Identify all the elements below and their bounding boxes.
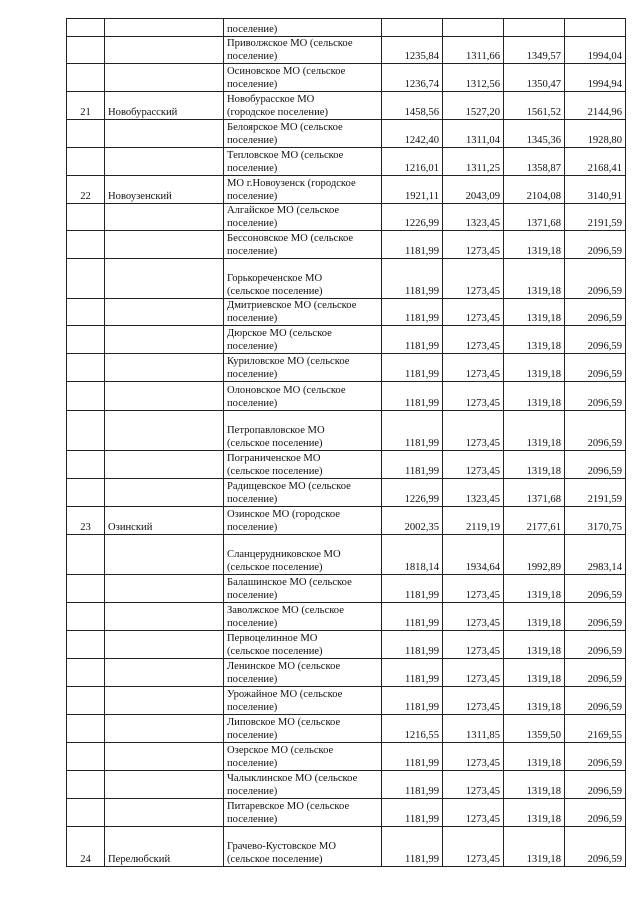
- municipality-name: [224, 535, 382, 575]
- district-name: [105, 603, 224, 631]
- municipality-name: [224, 231, 382, 259]
- tariff-value: 2096,59: [565, 659, 626, 687]
- tariff-value: 1273,45: [443, 687, 504, 715]
- table-body: [67, 19, 626, 867]
- tariff-value: 1311,25: [443, 148, 504, 176]
- tariff-value: 2096,59: [565, 743, 626, 771]
- tariff-value: 1273,45: [443, 799, 504, 827]
- tariff-value: 1273,45: [443, 231, 504, 259]
- municipality-name-line: Алгайское МО (сельское: [227, 205, 340, 216]
- tariff-value: 2168,41: [565, 148, 626, 176]
- tariff-value: 1273,45: [443, 659, 504, 687]
- tariff-value: 1319,18: [504, 659, 565, 687]
- municipality-name-line: (сельское поселение): [227, 562, 323, 573]
- municipality-name: [224, 64, 382, 92]
- tariff-value: 1319,18: [504, 799, 565, 827]
- table-row: [67, 451, 626, 479]
- municipality-name: [224, 687, 382, 715]
- tariff-value: 2096,59: [565, 231, 626, 259]
- municipality-name-line: поселение): [227, 730, 278, 741]
- municipality-name-line: Дмитриевское МО (сельское: [227, 300, 357, 311]
- municipality-name: [224, 148, 382, 176]
- municipality-name-line: Горькореченское МО: [227, 273, 323, 284]
- district-name: [105, 659, 224, 687]
- table-row: [67, 299, 626, 326]
- tariff-value: 1181,99: [382, 259, 443, 299]
- municipality-name-line: Ленинское МО (сельское: [227, 661, 341, 672]
- municipality-name-line: Грачево-Кустовское МО: [227, 841, 336, 852]
- municipality-name: [224, 259, 382, 299]
- tariff-value: 2096,59: [565, 827, 626, 867]
- municipality-name: [224, 411, 382, 451]
- municipality-name: [224, 204, 382, 231]
- district-name: [105, 743, 224, 771]
- tariff-value: 2191,59: [565, 479, 626, 507]
- municipality-name: [224, 659, 382, 687]
- tariff-value: 1216,01: [382, 148, 443, 176]
- district-name: [105, 535, 224, 575]
- municipality-name-line: поселение): [227, 313, 278, 324]
- tariff-value: 1273,45: [443, 382, 504, 411]
- tariff-value: 2002,35: [382, 507, 443, 535]
- tariff-table: [66, 18, 626, 867]
- tariff-value: 1928,80: [565, 120, 626, 148]
- table-row: [67, 743, 626, 771]
- district-name: [105, 148, 224, 176]
- municipality-name-line: Осиновское МО (сельское: [227, 66, 346, 77]
- row-number: [67, 535, 105, 575]
- tariff-value: 1273,45: [443, 259, 504, 299]
- row-number: [67, 382, 105, 411]
- tariff-value: 1319,18: [504, 631, 565, 659]
- municipality-name: [224, 743, 382, 771]
- tariff-value: 1273,45: [443, 451, 504, 479]
- row-number: [67, 19, 105, 37]
- tariff-value: 1181,99: [382, 827, 443, 867]
- tariff-value: 2177,61: [504, 507, 565, 535]
- municipality-name-line: поселение): [227, 24, 278, 35]
- row-number: [67, 631, 105, 659]
- district-name: [105, 326, 224, 354]
- tariff-value: 1273,45: [443, 603, 504, 631]
- municipality-name-line: поселение): [227, 369, 278, 380]
- tariff-value: 2096,59: [565, 382, 626, 411]
- row-number: [67, 575, 105, 603]
- municipality-name-line: поселение): [227, 135, 278, 146]
- municipality-name-line: поселение): [227, 674, 278, 685]
- row-number: [67, 64, 105, 92]
- tariff-value: 1818,14: [382, 535, 443, 575]
- row-number: 24: [67, 827, 105, 867]
- table-row: [67, 631, 626, 659]
- tariff-value: 1181,99: [382, 231, 443, 259]
- municipality-name-line: Сланцерудниковское МО: [227, 549, 341, 560]
- tariff-value: 1273,45: [443, 743, 504, 771]
- municipality-name-line: [227, 259, 378, 272]
- tariff-value: 3170,75: [565, 507, 626, 535]
- table-row: [67, 771, 626, 799]
- row-number: [67, 659, 105, 687]
- municipality-name: [224, 799, 382, 827]
- table-row: [67, 231, 626, 259]
- row-number: [67, 37, 105, 64]
- table-row: [67, 659, 626, 687]
- tariff-value: [443, 19, 504, 37]
- row-number: [67, 411, 105, 451]
- tariff-value: 1319,18: [504, 603, 565, 631]
- tariff-value: 1311,85: [443, 715, 504, 743]
- municipality-name-line: Липовское МО (сельское: [227, 717, 341, 728]
- row-number: [67, 120, 105, 148]
- municipality-name-line: поселение): [227, 246, 278, 257]
- tariff-value: 1181,99: [382, 451, 443, 479]
- tariff-value: 1319,18: [504, 827, 565, 867]
- tariff-value: 1273,45: [443, 326, 504, 354]
- municipality-name-line: поселение): [227, 51, 278, 62]
- tariff-value: 2119,19: [443, 507, 504, 535]
- tariff-value: 1934,64: [443, 535, 504, 575]
- municipality-name: [224, 827, 382, 867]
- tariff-value: 1311,66: [443, 37, 504, 64]
- municipality-name-line: поселение): [227, 758, 278, 769]
- municipality-name-line: (сельское поселение): [227, 438, 323, 449]
- tariff-value: 2096,59: [565, 575, 626, 603]
- tariff-value: 1323,45: [443, 479, 504, 507]
- tariff-value: 1994,04: [565, 37, 626, 64]
- row-number: 22: [67, 176, 105, 204]
- municipality-name: [224, 603, 382, 631]
- row-number: 23: [67, 507, 105, 535]
- district-name: Новоузенский: [105, 176, 224, 204]
- municipality-name-line: Тепловское МО (сельское: [227, 150, 344, 161]
- tariff-value: 2191,59: [565, 204, 626, 231]
- municipality-name-line: Балашинское МО (сельское: [227, 577, 352, 588]
- tariff-value: 1319,18: [504, 299, 565, 326]
- row-number: [67, 687, 105, 715]
- tariff-value: 1181,99: [382, 603, 443, 631]
- tariff-value: 1319,18: [504, 411, 565, 451]
- tariff-value: 1216,55: [382, 715, 443, 743]
- row-number: [67, 479, 105, 507]
- tariff-value: 1319,18: [504, 382, 565, 411]
- tariff-value: 1561,52: [504, 92, 565, 120]
- municipality-name: [224, 120, 382, 148]
- tariff-value: 1312,56: [443, 64, 504, 92]
- municipality-name-line: поселение): [227, 702, 278, 713]
- table-row: [67, 354, 626, 382]
- municipality-name-line: МО г.Новоузенск (городское: [227, 178, 356, 189]
- district-name: Новобурасский: [105, 92, 224, 120]
- tariff-value: 1319,18: [504, 451, 565, 479]
- tariff-value: 1273,45: [443, 411, 504, 451]
- tariff-value: 1358,87: [504, 148, 565, 176]
- district-name: [105, 231, 224, 259]
- district-name: [105, 687, 224, 715]
- row-number: [67, 799, 105, 827]
- tariff-value: 1181,99: [382, 631, 443, 659]
- tariff-value: 2043,09: [443, 176, 504, 204]
- municipality-name-line: поселение): [227, 786, 278, 797]
- table-row: [67, 176, 626, 204]
- tariff-value: 2169,55: [565, 715, 626, 743]
- municipality-name-line: Белоярское МО (сельское: [227, 122, 343, 133]
- tariff-value: 2096,59: [565, 771, 626, 799]
- district-name: [105, 259, 224, 299]
- table-row: [67, 148, 626, 176]
- tariff-value: 1181,99: [382, 382, 443, 411]
- table-row: [67, 326, 626, 354]
- municipality-name: [224, 771, 382, 799]
- municipality-name-line: поселение): [227, 218, 278, 229]
- district-name: [105, 799, 224, 827]
- table-row: [67, 603, 626, 631]
- district-name: [105, 451, 224, 479]
- municipality-name-line: Бессоновское МО (сельское: [227, 233, 354, 244]
- tariff-value: 1181,99: [382, 354, 443, 382]
- tariff-value: 1226,99: [382, 204, 443, 231]
- tariff-value: 2096,59: [565, 631, 626, 659]
- table-row: [67, 259, 626, 299]
- tariff-value: [504, 19, 565, 37]
- district-name: [105, 120, 224, 148]
- tariff-value: 2096,59: [565, 603, 626, 631]
- municipality-name-line: (сельское поселение): [227, 466, 323, 477]
- row-number: [67, 299, 105, 326]
- municipality-name-line: поселение): [227, 590, 278, 601]
- table-row: [67, 411, 626, 451]
- municipality-name: [224, 19, 382, 37]
- tariff-value: 1319,18: [504, 771, 565, 799]
- table-row: [67, 827, 626, 867]
- municipality-name: [224, 354, 382, 382]
- row-number: [67, 259, 105, 299]
- municipality-name-line: поселение): [227, 163, 278, 174]
- tariff-value: 1235,84: [382, 37, 443, 64]
- table-row: [67, 64, 626, 92]
- tariff-value: 1273,45: [443, 354, 504, 382]
- tariff-value: 1181,99: [382, 326, 443, 354]
- district-name: [105, 64, 224, 92]
- table-row: [67, 715, 626, 743]
- municipality-name-line: (сельское поселение): [227, 854, 323, 865]
- tariff-value: 2096,59: [565, 687, 626, 715]
- municipality-name-line: Питаревское МО (сельское: [227, 801, 350, 812]
- municipality-name-line: Приволжское МО (сельское: [227, 38, 353, 49]
- municipality-name-line: [227, 535, 378, 548]
- table-row: [67, 507, 626, 535]
- district-name: [105, 37, 224, 64]
- municipality-name-line: Чалыклинское МО (сельское: [227, 773, 358, 784]
- tariff-value: 1992,89: [504, 535, 565, 575]
- municipality-name-line: (сельское поселение): [227, 286, 323, 297]
- tariff-value: 1181,99: [382, 771, 443, 799]
- tariff-value: 1921,11: [382, 176, 443, 204]
- district-name: Перелюбский: [105, 827, 224, 867]
- tariff-value: 2104,08: [504, 176, 565, 204]
- table-row: [67, 37, 626, 64]
- tariff-value: 2096,59: [565, 799, 626, 827]
- municipality-name-line: поселение): [227, 191, 278, 202]
- tariff-value: 1273,45: [443, 827, 504, 867]
- tariff-value: 1319,18: [504, 326, 565, 354]
- tariff-value: 1359,50: [504, 715, 565, 743]
- tariff-value: 1319,18: [504, 231, 565, 259]
- district-name: [105, 354, 224, 382]
- municipality-name: [224, 37, 382, 64]
- row-number: [67, 204, 105, 231]
- tariff-value: 1226,99: [382, 479, 443, 507]
- district-name: [105, 382, 224, 411]
- tariff-value: 1273,45: [443, 575, 504, 603]
- tariff-value: 1371,68: [504, 204, 565, 231]
- row-number: [67, 715, 105, 743]
- table-row: [67, 799, 626, 827]
- tariff-value: 2983,14: [565, 535, 626, 575]
- tariff-value: 1273,45: [443, 299, 504, 326]
- tariff-value: 1181,99: [382, 743, 443, 771]
- district-name: [105, 204, 224, 231]
- district-name: [105, 715, 224, 743]
- municipality-name-line: (сельское поселение): [227, 646, 323, 657]
- table-row: [67, 382, 626, 411]
- municipality-name-line: Пограниченское МО: [227, 453, 321, 464]
- municipality-name-line: Олоновское МО (сельское: [227, 385, 346, 396]
- table-row: [67, 575, 626, 603]
- municipality-name-line: поселение): [227, 79, 278, 90]
- tariff-value: 1181,99: [382, 299, 443, 326]
- tariff-value: 2096,59: [565, 326, 626, 354]
- row-number: [67, 771, 105, 799]
- municipality-name: [224, 92, 382, 120]
- tariff-value: 1181,99: [382, 659, 443, 687]
- tariff-value: 2096,59: [565, 354, 626, 382]
- municipality-name-line: Куриловское МО (сельское: [227, 356, 350, 367]
- tariff-value: 1311,04: [443, 120, 504, 148]
- municipality-name: [224, 479, 382, 507]
- table-row: [67, 687, 626, 715]
- tariff-value: 1323,45: [443, 204, 504, 231]
- district-name: [105, 771, 224, 799]
- municipality-name-line: поселение): [227, 341, 278, 352]
- municipality-name: [224, 382, 382, 411]
- row-number: [67, 603, 105, 631]
- district-name: [105, 631, 224, 659]
- tariff-value: [565, 19, 626, 37]
- municipality-name-line: Озерское МО (сельское: [227, 745, 334, 756]
- municipality-name-line: Новобурасское МО: [227, 94, 315, 105]
- tariff-value: 1181,99: [382, 687, 443, 715]
- tariff-value: 1319,18: [504, 354, 565, 382]
- municipality-name: [224, 507, 382, 535]
- row-number: [67, 148, 105, 176]
- tariff-value: 1181,99: [382, 411, 443, 451]
- tariff-value: 2096,59: [565, 451, 626, 479]
- municipality-name: [224, 631, 382, 659]
- tariff-value: 1371,68: [504, 479, 565, 507]
- municipality-name-line: поселение): [227, 522, 278, 533]
- municipality-name-line: поселение): [227, 494, 278, 505]
- district-name: [105, 575, 224, 603]
- municipality-name-line: Урожайное МО (сельское: [227, 689, 343, 700]
- tariff-value: 2096,59: [565, 299, 626, 326]
- municipality-name-line: [227, 827, 378, 840]
- tariff-value: 2096,59: [565, 259, 626, 299]
- municipality-name-line: Петропавловское МО: [227, 425, 325, 436]
- municipality-name-line: (городское поселение): [227, 107, 328, 118]
- tariff-value: 1349,57: [504, 37, 565, 64]
- tariff-value: 1319,18: [504, 687, 565, 715]
- municipality-name-line: Озинское МО (городское: [227, 509, 341, 520]
- tariff-value: 1273,45: [443, 771, 504, 799]
- tariff-value: 1458,56: [382, 92, 443, 120]
- district-name: [105, 411, 224, 451]
- table-row: [67, 19, 626, 37]
- tariff-value: 1181,99: [382, 799, 443, 827]
- table-row: [67, 479, 626, 507]
- table-row: [67, 535, 626, 575]
- tariff-value: 1242,40: [382, 120, 443, 148]
- tariff-value: 1345,36: [504, 120, 565, 148]
- municipality-name-line: Радищевское МО (сельское: [227, 481, 351, 492]
- table-row: [67, 204, 626, 231]
- municipality-name-line: [227, 411, 378, 424]
- row-number: [67, 354, 105, 382]
- municipality-name: [224, 451, 382, 479]
- municipality-name: [224, 299, 382, 326]
- row-number: [67, 743, 105, 771]
- tariff-value: 1236,74: [382, 64, 443, 92]
- table-row: [67, 120, 626, 148]
- row-number: 21: [67, 92, 105, 120]
- district-name: [105, 19, 224, 37]
- table-row: [67, 92, 626, 120]
- municipality-name-line: Первоцелинное МО: [227, 633, 318, 644]
- tariff-value: 2144,96: [565, 92, 626, 120]
- tariff-value: 3140,91: [565, 176, 626, 204]
- tariff-value: 1319,18: [504, 743, 565, 771]
- tariff-value: 1319,18: [504, 259, 565, 299]
- tariff-value: 1319,18: [504, 575, 565, 603]
- tariff-value: 2096,59: [565, 411, 626, 451]
- tariff-value: [382, 19, 443, 37]
- tariff-value: 1273,45: [443, 631, 504, 659]
- municipality-name: [224, 326, 382, 354]
- municipality-name: [224, 715, 382, 743]
- tariff-value: 1350,47: [504, 64, 565, 92]
- row-number: [67, 451, 105, 479]
- municipality-name: [224, 575, 382, 603]
- tariff-value: 1994,94: [565, 64, 626, 92]
- tariff-value: 1181,99: [382, 575, 443, 603]
- row-number: [67, 326, 105, 354]
- row-number: [67, 231, 105, 259]
- municipality-name-line: поселение): [227, 618, 278, 629]
- municipality-name-line: Дюрское МО (сельское: [227, 328, 332, 339]
- district-name: [105, 299, 224, 326]
- municipality-name-line: поселение): [227, 398, 278, 409]
- municipality-name-line: поселение): [227, 814, 278, 825]
- tariff-value: 1527,20: [443, 92, 504, 120]
- municipality-name: [224, 176, 382, 204]
- district-name: Озинский: [105, 507, 224, 535]
- district-name: [105, 479, 224, 507]
- municipality-name-line: Заволжское МО (сельское: [227, 605, 344, 616]
